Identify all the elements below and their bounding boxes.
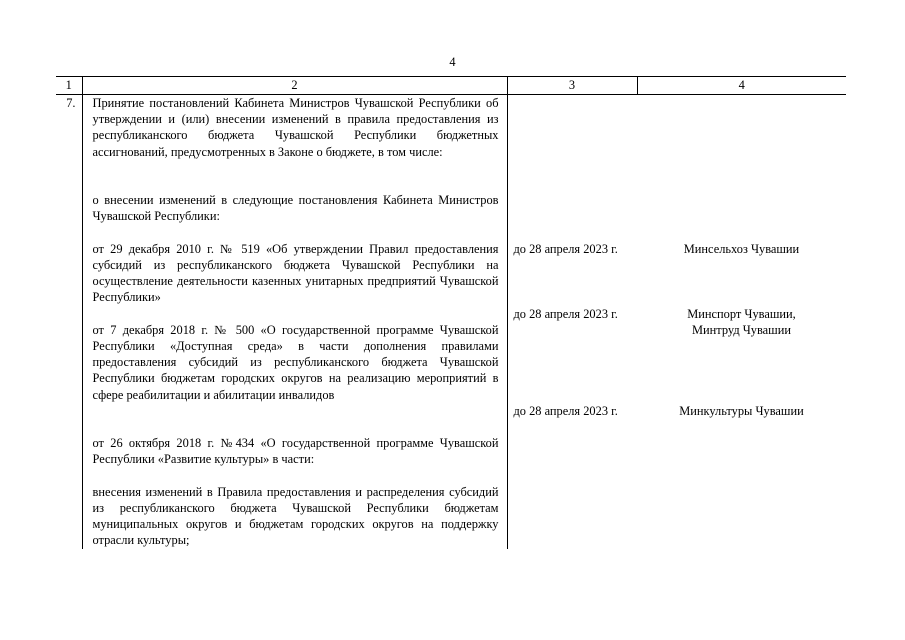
page-number: 4 (449, 55, 456, 69)
column-header-4: 4 (637, 77, 846, 95)
last-item-text: внесения изменений в Правила предоставления и распределения субсидий из республиканского бюджета Чувашской Республики бюджетам муниципальных округов и бюджетам городских округов на поддержку отрасли культуры; (92, 484, 499, 548)
row-description (82, 95, 507, 549)
row-number: 7. (56, 95, 82, 549)
header-row (56, 77, 846, 95)
column-header-3: 3 (507, 77, 637, 95)
column-header-2: 2 (82, 77, 507, 95)
item-date-3: до 28 апреля 2023 г. (513, 403, 618, 418)
responsible-column (637, 95, 846, 549)
sub-intro-text: о внесении изменений в следующие постановления Кабинета Министров Чувашской Республики: (92, 193, 499, 224)
item-responsible-3: Минкультуры Чувашии (679, 403, 804, 418)
item-date-1: до 28 апреля 2023 г. (513, 241, 618, 256)
item-text-1: от 29 декабря 2010 г. № 519 «Об утверждении Правил предоставления субсидий из республиканского бюджета Чувашской Республики на осуществление деятельности казенных унитарных предприятий Чувашской Республики» (92, 241, 499, 305)
item-responsible-1: Минсельхоз Чувашии (683, 241, 800, 256)
table-row (56, 95, 846, 549)
item-text-2: от 7 декабря 2018 г. № 500 «О государственной программе Чувашской Республики «Доступная среда» в части дополнения правилами предоставления субсидий из республиканского бюджета Чувашской Республики бюджетам городских округов на реализацию мероприятий в сфере реабилитации и абилитации инвалидов (92, 322, 499, 402)
deadline-column (507, 95, 637, 549)
intro-text: Принятие постановлений Кабинета Министров Чувашской Республики об утверждении и (или) внесении изменений в правила предоставления из республиканского бюджета Чувашской Республики бюджетных ассигнований, предусмотренных в Законе о бюджете, в том числе: (92, 96, 499, 159)
plan-table (56, 76, 846, 549)
item-text-3: от 26 октября 2018 г. №434 «О государственной программе Чувашской Республики «Развитие культуры» в части: (92, 436, 499, 467)
column-header-1: 1 (56, 77, 82, 95)
item-responsible-2a: Минспорт Чувашии, (687, 306, 796, 321)
item-responsible-2b: Минтруд Чувашии (692, 322, 791, 337)
item-date-2: до 28 апреля 2023 г. (513, 306, 618, 321)
